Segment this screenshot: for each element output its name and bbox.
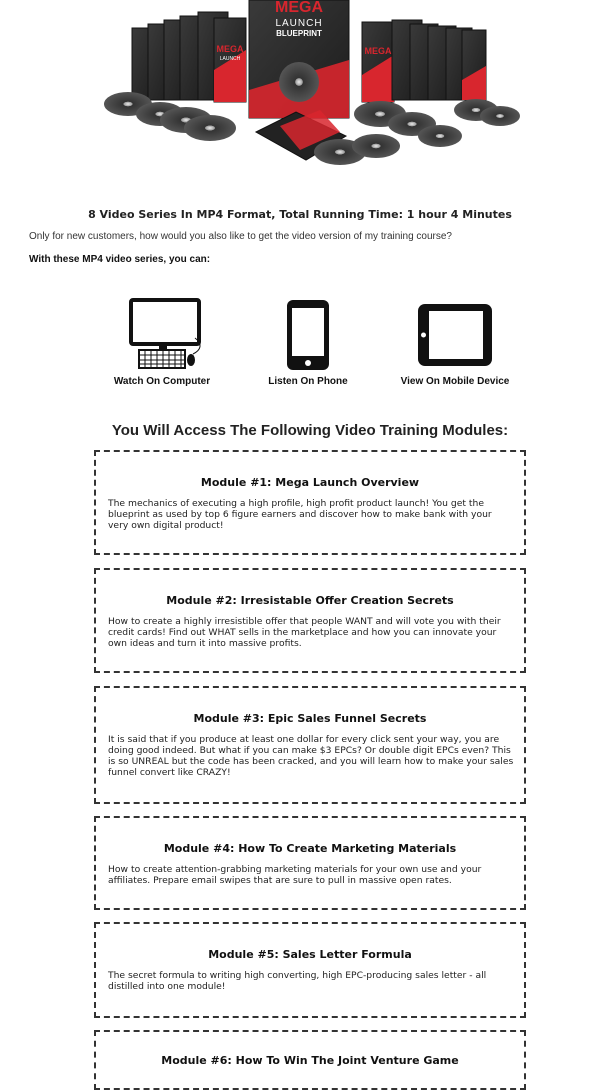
device-tablet	[392, 302, 518, 387]
left-dvd-cases	[132, 12, 246, 102]
module-description: How to create attention-grabbing marketing materials for your own use and your affiliates. Prepare email swipes that are sure to pull in massive open rates.	[108, 864, 482, 886]
module-description: How to create a highly irresistible offer that people WANT and will vote you with their credit cards! Find out WHAT sells in the marketplace and how you can innovate your own ideas and turn it into massive profits.	[108, 616, 501, 649]
module-card	[94, 816, 526, 910]
main-box-title: MEGA	[275, 0, 323, 16]
module-title: Module #2: Irresistable Offer Creation Secrets	[166, 594, 454, 607]
module-description: The secret formula to writing high converting, high EPC-producing sales letter - all distilled into one module!	[108, 970, 487, 992]
device-computer-label: Watch On Computer	[113, 376, 211, 387]
intro-text: Only for new customers, how would you also like to get the video version of my training course?	[29, 231, 452, 242]
left-case-title: MEGA	[216, 44, 244, 54]
video-series-subtitle: 8 Video Series In MP4 Format, Total Running Time: 1 hour 4 Minutes	[88, 208, 512, 221]
module-card	[94, 568, 526, 673]
right-case-title: MEGA	[364, 46, 392, 56]
module-title: Module #6: How To Win The Joint Venture Game	[161, 1054, 459, 1067]
phone-icon	[285, 298, 331, 372]
module-card	[94, 450, 526, 555]
right-dvd-cases	[362, 20, 486, 102]
modules-section-title: You Will Access The Following Video Training Modules:	[111, 422, 509, 439]
main-box-blueprint: BLUEPRINT	[276, 29, 322, 38]
product-hero-image	[0, 0, 600, 200]
module-card	[94, 686, 526, 804]
main-box-launch: LAUNCH	[275, 18, 323, 29]
device-phone-label: Listen On Phone	[268, 376, 348, 387]
device-tablet-label: View On Mobile Device	[400, 376, 510, 387]
module-title: Module #3: Epic Sales Funnel Secrets	[193, 712, 427, 725]
device-computer	[102, 298, 222, 387]
module-title: Module #1: Mega Launch Overview	[200, 476, 420, 489]
product-bundle-illustration	[0, 0, 600, 200]
module-description: The mechanics of executing a high profile, high profit product launch! You get the blueprint as used by top 6 figure earners and discover how to make bank with your very own digital product!	[108, 498, 492, 531]
module-description: It is said that if you produce at least one dollar for every click sent your way, you are doing good indeed. But what if you can make $3 EPCs? Or double digit EPCs even? This is so UNREAL but the code has been cracked, and you will learn how to make your sales funnel convert like CRAZY!	[108, 734, 514, 778]
computer-icon	[121, 298, 203, 372]
tablet-icon	[416, 302, 494, 368]
left-case-subtitle: LAUNCH	[219, 56, 241, 62]
device-phone	[248, 298, 368, 387]
main-product-box	[249, 0, 349, 118]
module-title: Module #5: Sales Letter Formula	[208, 948, 412, 961]
intro-bold-text: With these MP4 video series, you can:	[29, 254, 211, 265]
module-title: Module #4: How To Create Marketing Materials	[163, 842, 457, 855]
module-card	[94, 922, 526, 1018]
module-card	[94, 1030, 526, 1090]
